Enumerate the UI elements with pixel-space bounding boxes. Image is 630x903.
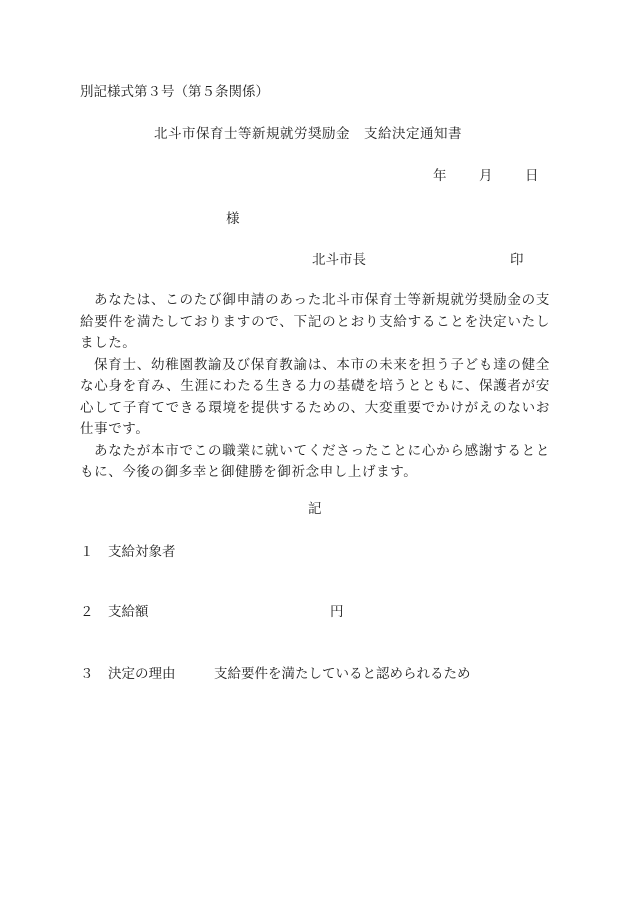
item-number: ２ (80, 604, 94, 620)
item-amount (80, 600, 344, 620)
body-paragraph: あなたは、このたび御申請のあった北斗市保育士等新規就労奨励金の支給要件を満たしておりますので、下記のとおり支給することを決定いたしました。 (80, 292, 550, 351)
date-day: 日 (525, 168, 539, 184)
item-label: 決定の理由 (108, 666, 176, 682)
body-paragraph: あなたが本市でこの職業に就いてくださったことに心から感謝するとともに、今後の御多幸と御健勝を御祈念申し上げます。 (80, 442, 550, 480)
item-label: 支給額 (108, 604, 149, 620)
date-year: 年 (433, 168, 447, 184)
seal-mark: 印 (510, 252, 524, 268)
form-label: 別記様式第３号（第５条関係） (80, 84, 269, 100)
item-number: １ (80, 544, 94, 560)
item-number: ３ (80, 666, 94, 682)
item-recipient (80, 540, 176, 560)
page-title: 北斗市保育士等新規就労奨励金 支給決定通知書 (154, 126, 462, 142)
amount-unit: 円 (330, 604, 344, 620)
item-reason (80, 662, 471, 682)
body-text (80, 290, 550, 484)
issuer (312, 248, 522, 268)
ki-heading: 記 (308, 501, 322, 517)
date-month: 月 (479, 168, 493, 184)
issuer-name: 北斗市長 (312, 252, 366, 268)
addressee-suffix: 様 (226, 211, 240, 227)
reason-text: 支給要件を満たしていると認められるため (214, 666, 471, 682)
body-paragraph: 保育士、幼稚園教諭及び保育教諭は、本市の未来を担う子ども達の健全な心身を育み、生涯にわたる生きる力の基礎を培うとともに、保護者が安心して子育てできる環境を提供するための、大変重要でかけがえのないお仕事です。 (80, 356, 550, 437)
item-label: 支給対象者 (108, 544, 176, 560)
date-line (433, 164, 539, 184)
